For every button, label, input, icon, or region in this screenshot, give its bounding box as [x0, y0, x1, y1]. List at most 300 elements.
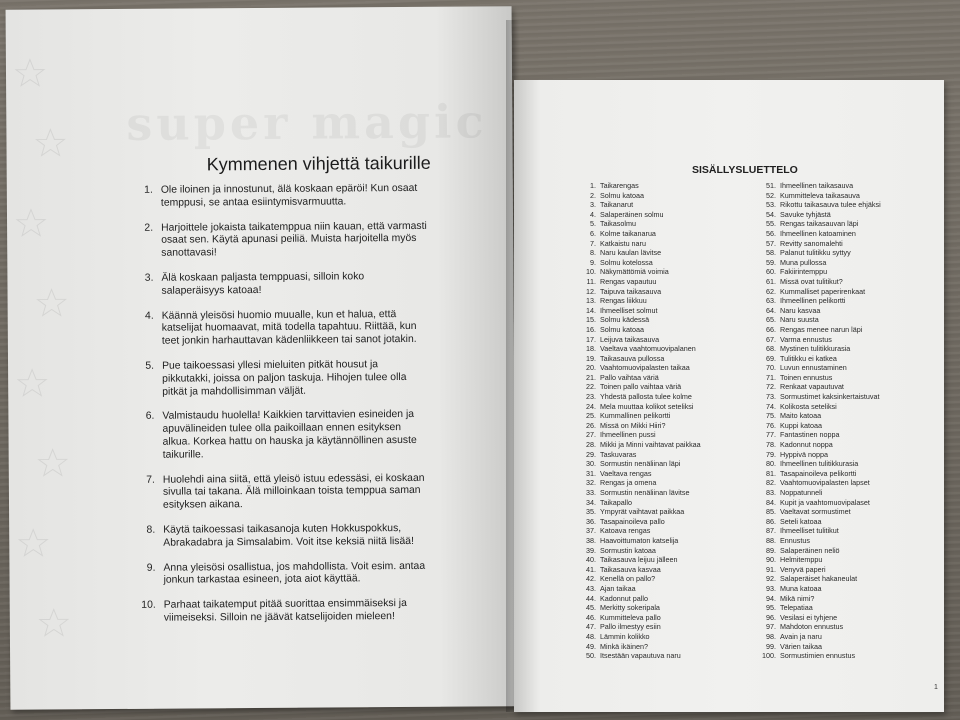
toc-entry-title: Rengas ja omena	[600, 478, 657, 488]
toc-entry-title: Savuke tyhjästä	[780, 209, 831, 219]
toc-entry-title: Luvun ennustaminen	[780, 363, 847, 373]
tip-item	[137, 472, 429, 512]
toc-entry-number: 21.	[586, 372, 596, 382]
toc-entry-number: 67.	[766, 334, 776, 344]
toc-entry-title: Taikasauva leijuu jälleen	[600, 555, 678, 565]
toc-entry-number: 86.	[766, 516, 776, 526]
toc-entry-title: Sormustin katoaa	[600, 545, 656, 555]
toc-entry-number: 49.	[586, 641, 596, 651]
toc-entry-number: 56.	[766, 228, 776, 238]
toc-entry-number: 62.	[766, 286, 776, 296]
toc-entry-title: Naru suusta	[780, 315, 819, 325]
toc-entry	[580, 373, 755, 383]
toc-entry-number: 36.	[586, 516, 596, 526]
toc-entry-title: Taikarengas	[600, 181, 639, 190]
toc-entry	[580, 574, 755, 584]
toc-entry	[580, 287, 755, 297]
toc-entry	[760, 430, 940, 440]
toc-entry	[580, 229, 755, 239]
toc-entry-title: Varma ennustus	[780, 334, 832, 344]
toc-entry-number: 32.	[586, 478, 596, 488]
toc-entry-title: Telepatiaa	[780, 603, 813, 613]
page-title: Kymmenen vihjettä taikurille	[206, 152, 431, 175]
tip-text: Älä koskaan paljasta temppuasi, silloin koko salaperäisyys katoaa!	[161, 271, 365, 297]
toc-entry	[760, 335, 940, 345]
toc-entry-title: Tasapainoileva pelikortti	[780, 468, 857, 478]
toc-entry-title: Kuppi katoaa	[780, 420, 822, 430]
toc-entry-number: 63.	[766, 296, 776, 306]
tip-text: Käännä yleisösi huomio muualle, kun et halua, että katselijat huomaavat, mitä todella tapahtuu. Riittää, kun teet jonkin harhauttavan kädenliikkeen tai sanot jotakin.	[161, 308, 417, 347]
toc-entry	[760, 296, 940, 306]
toc-entry-number: 50.	[586, 651, 596, 661]
toc-entry-title: Solmu kädessä	[600, 315, 650, 325]
toc-entry-number: 37.	[586, 526, 596, 536]
toc-entry-title: Pallo vaihtaa väriä	[600, 372, 659, 382]
toc-entry-title: Ihmeellinen tulitikkurasia	[780, 459, 859, 469]
toc-entry	[760, 565, 940, 575]
tip-item	[138, 598, 430, 626]
toc-entry-number: 30.	[586, 459, 596, 469]
toc-entry-number: 14.	[586, 305, 596, 315]
toc-entry-number: 80.	[766, 459, 776, 469]
toc-entry	[580, 411, 755, 421]
toc-entry	[760, 200, 940, 210]
tip-number: 6.	[145, 411, 155, 423]
toc-entry	[580, 517, 755, 527]
toc-entry-title: Ihmeelliset solmut	[600, 305, 658, 315]
toc-entry-title: Mikä nimi?	[780, 593, 815, 603]
toc-entry-title: Sormustimet kaksinkertaistuvat	[780, 392, 880, 402]
toc-entry	[760, 603, 940, 613]
toc-entry	[580, 546, 755, 556]
toc-entry-number: 2.	[590, 190, 596, 200]
toc-entry	[760, 498, 940, 508]
toc-entry	[580, 488, 755, 498]
toc-entry-number: 94.	[766, 593, 776, 603]
toc-entry	[760, 181, 940, 191]
toc-entry-number: 59.	[766, 257, 776, 267]
toc-entry	[760, 584, 940, 594]
toc-entry-number: 44.	[586, 593, 596, 603]
toc-entry-title: Kadonnut noppa	[780, 440, 833, 450]
toc-column-2	[760, 181, 940, 661]
toc-entry	[580, 565, 755, 575]
toc-entry-title: Taipuva taikasauva	[600, 286, 662, 296]
tip-item	[135, 220, 427, 260]
toc-entry-number: 89.	[766, 545, 776, 555]
toc-entry-title: Lämmin kolikko	[600, 631, 650, 641]
toc-entry-number: 17.	[586, 334, 596, 344]
toc-entry-number: 41.	[586, 564, 596, 574]
toc-entry-title: Vaeltava rengas	[600, 468, 652, 478]
toc-entry-number: 35.	[586, 507, 596, 517]
tip-number: 4.	[144, 310, 154, 322]
toc-entry-number: 92.	[766, 574, 776, 584]
toc-entry	[580, 200, 755, 210]
tip-number: 5.	[145, 360, 155, 372]
toc-entry-title: Solmu kotelossa	[600, 257, 653, 267]
toc-entry-title: Salaperäinen neliö	[780, 545, 840, 555]
tip-item	[137, 560, 429, 588]
toc-entry-title: Naru kaulan lävitse	[600, 248, 662, 258]
toc-entry	[760, 450, 940, 460]
watermark-logo: super magic	[126, 94, 488, 151]
toc-entry	[760, 613, 940, 623]
toc-entry-number: 26.	[586, 420, 596, 430]
toc-entry	[760, 258, 940, 268]
toc-entry	[760, 392, 940, 402]
toc-entry-number: 45.	[586, 603, 596, 613]
tip-number: 2.	[144, 222, 154, 234]
toc-entry-number: 58.	[766, 248, 776, 258]
toc-entry-number: 74.	[766, 401, 776, 411]
tip-text: Harjoittele jokaista taikatemppua niin kauan, että varmasti osaat sen. Käytä apunasi peiliä. Muista harjoitella myös sanottavasi!	[161, 220, 427, 259]
toc-entry-number: 96.	[766, 612, 776, 622]
toc-entry-number: 55.	[766, 219, 776, 229]
tip-item	[136, 308, 428, 348]
toc-entry-number: 19.	[586, 353, 596, 363]
toc-entry-title: Mela muuttaa kolikot seteliksi	[600, 401, 694, 411]
toc-entry-number: 93.	[766, 583, 776, 593]
toc-entry-number: 65.	[766, 315, 776, 325]
toc-entry-number: 78.	[766, 440, 776, 450]
toc-entry-title: Vaahtomuovipalasten taikaa	[600, 363, 690, 373]
toc-entry	[580, 267, 755, 277]
toc-entry-number: 9.	[590, 257, 596, 267]
toc-entry-number: 4.	[590, 209, 596, 219]
toc-entry-number: 27.	[586, 430, 596, 440]
toc-entry	[760, 555, 940, 565]
toc-entry-number: 13.	[586, 296, 596, 306]
toc-entry-title: Ihmeelliset tulitikut	[780, 526, 839, 536]
toc-entry	[760, 325, 940, 335]
toc-entry-number: 6.	[590, 228, 596, 238]
toc-entry	[760, 354, 940, 364]
toc-entry	[580, 603, 755, 613]
toc-entry-title: Itsestään vapautuva naru	[600, 651, 681, 661]
toc-entry-number: 75.	[766, 411, 776, 421]
toc-entry	[760, 363, 940, 373]
toc-entry-title: Kummallinen pelikortti	[600, 411, 671, 421]
toc-entry-title: Ihmeellinen taikasauva	[780, 181, 854, 190]
toc-entry-number: 90.	[766, 555, 776, 565]
tip-number: 1.	[144, 184, 153, 196]
toc-entry-title: Rengas vapautuu	[600, 276, 657, 286]
toc-entry-title: Toinen ennustus	[780, 372, 833, 382]
toc-entry	[580, 622, 755, 632]
toc-entry-number: 82.	[766, 478, 776, 488]
tip-number: 8.	[146, 524, 156, 536]
toc-entry-title: Noppatunneli	[780, 488, 823, 497]
toc-entry-number: 88.	[766, 535, 776, 545]
toc-entry-number: 40.	[586, 555, 596, 565]
toc-entry-number: 7.	[590, 238, 596, 248]
toc-entry-title: Hyppivä noppa	[780, 449, 828, 459]
toc-entry-title: Katoava rengas	[600, 526, 651, 536]
toc-entry-number: 95.	[766, 603, 776, 613]
tip-text: Valmistaudu huolella! Kaikkien tarvittavien esineiden ja apuvälineiden tulee olla paikoillaan ennen esityksen alkua. Korkea hattu on hauska ja käytännöllinen asuste taikurille.	[162, 409, 417, 461]
toc-entry	[580, 382, 755, 392]
toc-entry-title: Helmitemppu	[780, 555, 823, 565]
toc-column-1	[580, 181, 755, 661]
toc-entry-number: 18.	[586, 344, 596, 354]
toc-entry-title: Kummalliset paperirenkaat	[780, 286, 866, 296]
toc-entry-number: 33.	[586, 488, 596, 497]
tip-item	[136, 359, 428, 399]
toc-entry-number: 46.	[586, 612, 596, 622]
toc-entry-number: 51.	[766, 181, 776, 190]
toc-entry-number: 81.	[766, 468, 776, 478]
toc-entry-title: Vesilasi ei tyhjene	[780, 612, 838, 622]
toc-entry	[580, 306, 755, 316]
toc-entry	[760, 402, 940, 412]
toc-entry-number: 77.	[766, 430, 776, 440]
toc-entry	[580, 594, 755, 604]
tip-item	[137, 523, 429, 551]
toc-title: SISÄLLYSLUETTELO	[692, 164, 798, 176]
toc-entry-title: Maito katoaa	[780, 411, 822, 421]
toc-entry-number: 38.	[586, 535, 596, 545]
toc-entry-title: Ennustus	[780, 535, 810, 545]
toc-entry-title: Salaperäinen solmu	[600, 209, 664, 219]
toc-entry-number: 100.	[762, 651, 776, 661]
toc-entry	[580, 555, 755, 565]
toc-entry-title: Mystinen tulitikkurasia	[780, 344, 851, 354]
toc-entry	[580, 584, 755, 594]
toc-entry	[580, 632, 755, 642]
toc-entry-title: Näkymättömiä voimia	[600, 267, 669, 277]
tip-text: Ole iloinen ja innostunut, älä koskaan epäröi! Kun osaat temppusi, se antaa esiintymisvarmuutta.	[160, 182, 418, 209]
toc-entry-number: 1.	[590, 181, 596, 190]
toc-entry-number: 53.	[766, 200, 776, 210]
toc-entry-title: Tasapainoileva pallo	[600, 516, 665, 526]
toc-entry	[760, 239, 940, 249]
toc-entry-title: Vaeltavat sormustimet	[780, 507, 851, 517]
toc-entry-number: 70.	[766, 363, 776, 373]
toc-entry-title: Muna katoaa	[780, 583, 822, 593]
toc-entry	[760, 488, 940, 498]
toc-entry	[580, 210, 755, 220]
toc-entry	[580, 248, 755, 258]
toc-entry	[760, 459, 940, 469]
toc-entry-number: 84.	[766, 497, 776, 507]
toc-entry-number: 34.	[586, 497, 596, 507]
toc-entry	[760, 546, 940, 556]
toc-entry-number: 85.	[766, 507, 776, 517]
tip-item	[136, 409, 428, 462]
tip-number: 3.	[144, 272, 154, 284]
toc-entry-title: Katkaistu naru	[600, 238, 646, 248]
toc-entry	[580, 478, 755, 488]
toc-entry-title: Ympyrät vaihtavat paikkaa	[600, 507, 685, 517]
toc-entry-title: Merkitty sokeripala	[600, 603, 660, 613]
toc-entry-number: 57.	[766, 238, 776, 248]
toc-entry	[580, 258, 755, 268]
toc-entry-title: Taikasolmu	[600, 219, 636, 229]
toc-entry-number: 71.	[766, 372, 776, 382]
toc-entry	[580, 335, 755, 345]
toc-entry	[760, 382, 940, 392]
toc-entry-title: Fakiirintemppu	[780, 267, 828, 277]
toc-entry-number: 20.	[586, 363, 596, 373]
toc-entry-title: Rengas taikasauvan läpi	[780, 219, 859, 229]
toc-entry	[580, 651, 755, 661]
left-page	[6, 6, 517, 710]
tip-number: 10.	[141, 599, 156, 611]
toc-entry-number: 39.	[586, 545, 596, 555]
toc-entry-title: Rengas menee narun läpi	[780, 324, 863, 334]
toc-entry	[760, 642, 940, 652]
toc-entry-title: Yhdestä pallosta tulee kolme	[600, 392, 692, 402]
toc-entry	[760, 526, 940, 536]
toc-entry-number: 25.	[586, 411, 596, 421]
toc-entry-number: 68.	[766, 344, 776, 354]
toc-entry-number: 31.	[586, 468, 596, 478]
tip-text: Pue taikoessasi yllesi mieluiten pitkät housut ja pikkutakki, joissa on paljon taskuja. Hihojen tulee olla pitkät ja mahdollisimman väljät.	[162, 359, 407, 398]
toc-entry	[760, 517, 940, 527]
toc-entry-title: Missä ovat tulitikut?	[780, 276, 843, 286]
toc-entry	[580, 507, 755, 517]
tip-text: Parhaat taikatemput pitää suorittaa ensimmäiseksi ja viimeiseksi. Silloin ne jäävät katselijoiden mieleen!	[163, 598, 407, 624]
toc-entry-title: Taikasauva pullossa	[600, 353, 665, 363]
toc-entry-title: Kolme taikanarua	[600, 228, 656, 238]
toc-entry-title: Palanut tulitikku syttyy	[780, 248, 851, 258]
toc-entry-number: 72.	[766, 382, 776, 392]
toc-entry-title: Missä on Mikki Hiiri?	[600, 420, 666, 430]
toc-entry-title: Salaperäiset hakaneulat	[780, 574, 858, 584]
toc-entry-title: Kummitteleva taikasauva	[780, 190, 860, 200]
toc-entry	[760, 219, 940, 229]
toc-entry-number: 61.	[766, 276, 776, 286]
tip-item	[135, 183, 427, 211]
toc-entry	[580, 325, 755, 335]
toc-entry	[580, 315, 755, 325]
toc-entry-title: Taikapallo	[600, 497, 632, 507]
toc-entry-title: Taikanarut	[600, 200, 634, 210]
toc-entry-title: Kenellä on pallo?	[600, 574, 656, 584]
toc-entry-number: 73.	[766, 392, 776, 402]
toc-entry	[760, 622, 940, 632]
toc-entry	[760, 277, 940, 287]
tip-text: Huolehdi aina siitä, että yleisö istuu edessäsi, ei koskaan sivulla tai takana. Älä milloinkaan toista temppua saman esityksen aikana.	[162, 472, 425, 511]
toc-entry-number: 98.	[766, 631, 776, 641]
toc-entry	[760, 469, 940, 479]
toc-entry-number: 48.	[586, 631, 596, 641]
toc-entry	[580, 459, 755, 469]
toc-entry	[580, 277, 755, 287]
toc-entry-title: Fantastinen noppa	[780, 430, 840, 440]
toc-entry-title: Kummitteleva pallo	[600, 612, 661, 622]
toc-entry	[760, 315, 940, 325]
toc-entry	[580, 354, 755, 364]
toc-entry	[580, 392, 755, 402]
toc-entry-title: Kolikosta seteliksi	[780, 401, 837, 411]
toc-entry-number: 10.	[586, 267, 596, 277]
toc-entry	[760, 344, 940, 354]
toc-entry-title: Värien taikaa	[780, 641, 822, 651]
toc-entry-title: Ihmeellinen pelikortti	[780, 296, 846, 306]
toc-entry-number: 12.	[586, 286, 596, 296]
toc-entry-title: Avain ja naru	[780, 631, 822, 641]
toc-entry-title: Taikasauva kasvaa	[600, 564, 661, 574]
decorative-stars-border	[10, 39, 84, 679]
toc-entry	[580, 526, 755, 536]
toc-entry	[760, 574, 940, 584]
toc-entry-title: Leijuva taikasauva	[600, 334, 660, 344]
toc-entry	[760, 411, 940, 421]
toc-entry-number: 24.	[586, 401, 596, 411]
toc-entry	[580, 296, 755, 306]
toc-entry	[760, 507, 940, 517]
toc-entry	[580, 191, 755, 201]
tip-number: 9.	[146, 562, 156, 574]
toc-entry-title: Taskuvaras	[600, 449, 637, 459]
toc-entry-number: 15.	[586, 315, 596, 325]
toc-entry-number: 23.	[586, 392, 596, 402]
toc-entry-title: Venyvä paperi	[780, 564, 826, 574]
toc-entry	[760, 229, 940, 239]
toc-entry-title: Ihmeellinen pussi	[600, 430, 656, 440]
toc-entry	[760, 210, 940, 220]
toc-entry-title: Renkaat vapautuvat	[780, 382, 844, 392]
toc-entry	[580, 181, 755, 191]
toc-entry-title: Naru kasvaa	[780, 305, 821, 315]
toc-entry-title: Pallo ilmestyy esiin	[600, 622, 661, 632]
tip-text: Anna yleisösi osallistua, jos mahdollista. Voit esim. antaa jonkun tarkastaa esineen, jota aiot käyttää.	[163, 560, 426, 587]
toc-entry-title: Haavoittumaton katselija	[600, 535, 679, 545]
toc-entry-title: Vaeltava vaahtomuovipalanen	[600, 344, 696, 354]
toc-entry	[580, 642, 755, 652]
toc-entry-number: 28.	[586, 440, 596, 450]
toc-entry	[760, 632, 940, 642]
toc-entry-number: 47.	[586, 622, 596, 632]
toc-entry-number: 42.	[586, 574, 596, 584]
toc-entry	[760, 191, 940, 201]
toc-entry	[760, 248, 940, 258]
toc-entry-title: Tulitikku ei katkea	[780, 353, 837, 363]
toc-entry-title: Toinen pallo vaihtaa väriä	[600, 382, 682, 392]
toc-entry	[580, 430, 755, 440]
toc-entry-number: 91.	[766, 564, 776, 574]
toc-entry-title: Mahdoton ennustus	[780, 622, 844, 632]
toc-entry	[580, 219, 755, 229]
toc-entry	[760, 306, 940, 316]
toc-entry	[760, 267, 940, 277]
toc-entry	[580, 498, 755, 508]
toc-entry	[760, 594, 940, 604]
toc-entry-title: Vaahtomuovipalasten lapset	[780, 478, 870, 488]
toc-entry	[760, 440, 940, 450]
toc-entry-title: Revitty sanomalehti	[780, 238, 843, 248]
toc-entry-number: 3.	[590, 200, 596, 210]
toc-entry	[760, 373, 940, 383]
toc-entry	[760, 651, 940, 661]
toc-entry-title: Rikottu taikasauva tulee ehjäksi	[780, 200, 881, 210]
toc-entry-title: Muna pullossa	[780, 257, 827, 267]
tip-text: Käytä taikoessasi taikasanoja kuten Hokkuspokkus, Abrakadabra ja Simsalabim. Voit itse keksiä niitä lisää!	[163, 522, 414, 549]
toc-entry-title: Sormustin nenäliinan lävitse	[600, 488, 690, 497]
toc-entry-title: Sormustin nenäliinan läpi	[600, 459, 681, 469]
toc-entry-number: 11.	[586, 276, 596, 286]
toc-entry-number: 69.	[766, 353, 776, 363]
toc-entry-title: Mikki ja Minni vaihtavat paikkaa	[600, 440, 701, 450]
toc-entry	[580, 469, 755, 479]
toc-entry	[580, 536, 755, 546]
toc-entry-number: 29.	[586, 449, 596, 459]
toc-entry-number: 97.	[766, 622, 776, 632]
toc-entry	[580, 344, 755, 354]
toc-entry	[580, 402, 755, 412]
